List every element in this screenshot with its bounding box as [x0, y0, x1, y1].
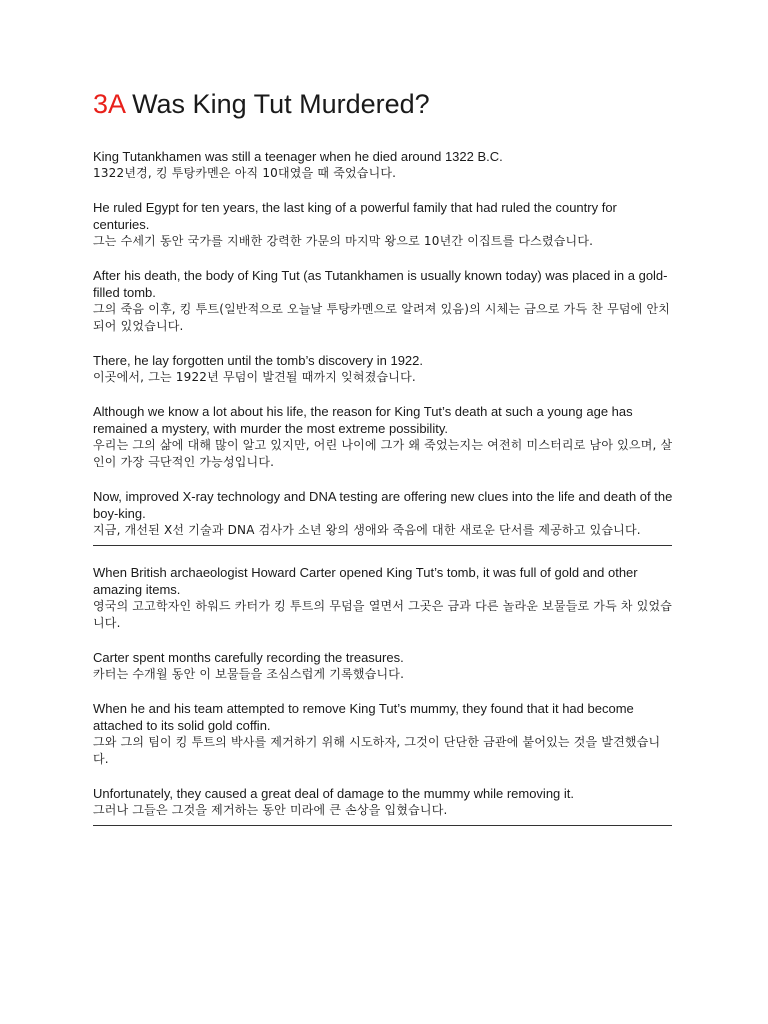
english-text: King Tutankhamen was still a teenager when he died around 1322 B.C.: [93, 149, 503, 164]
title-label: 3A: [93, 89, 125, 119]
paragraph: [93, 488, 676, 539]
korean-text: 이곳에서, 그는 1922년 무덤이 발견될 때까지 잊혀졌습니다.: [93, 370, 416, 384]
korean-text: 그러나 그들은 그것을 제거하는 동안 미라에 큰 손상을 입혔습니다.: [93, 803, 448, 817]
korean-text: 우리는 그의 삶에 대해 많이 알고 있지만, 어린 나이에 그가 왜 죽었는지는 여전히 미스터리로 남아 있으며, 살인이 가장 극단적인 가능성입니다.: [93, 438, 673, 469]
paragraph: [93, 267, 676, 335]
paragraph: [93, 649, 676, 683]
paragraph: [93, 148, 676, 182]
korean-text: 영국의 고고학자인 하워드 카터가 킹 투트의 무덤을 열면서 그곳은 금과 다른 놀라운 보물들로 가득 차 있었습니다.: [93, 599, 673, 630]
paragraph: [93, 564, 676, 632]
paragraph: [93, 352, 676, 386]
korean-text: 그의 죽음 이후, 킹 투트(일반적으로 오늘날 투탕카멘으로 알려져 있음)의 시체는 금으로 가득 찬 무덤에 안치되어 있었습니다.: [93, 302, 671, 333]
section-1: [93, 148, 676, 539]
korean-text: 카터는 수개월 동안 이 보물들을 조심스럽게 기록했습니다.: [93, 667, 405, 681]
section-divider: [93, 545, 672, 546]
korean-text: 그와 그의 팀이 킹 투트의 박사를 제거하기 위해 시도하자, 그것이 단단한 금관에 붙어있는 것을 발견했습니다.: [93, 735, 661, 766]
english-text: Although we know a lot about his life, the reason for King Tut’s death at such a young age has remained a mystery, with murder the most extreme possibility.: [93, 404, 633, 436]
english-text: Unfortunately, they caused a great deal of damage to the mummy while removing it.: [93, 786, 575, 801]
english-text: When British archaeologist Howard Carter opened King Tut’s tomb, it was full of gold and other amazing items.: [93, 565, 638, 597]
paragraph: [93, 700, 676, 768]
title-text: Was King Tut Murdered?: [132, 89, 430, 119]
section-divider: [93, 825, 672, 826]
section-2: [93, 564, 676, 819]
paragraph: [93, 403, 676, 471]
paragraph: [93, 199, 676, 250]
english-text: He ruled Egypt for ten years, the last king of a powerful family that had ruled the country for centuries.: [93, 200, 617, 232]
english-text: Carter spent months carefully recording the treasures.: [93, 650, 404, 665]
english-text: After his death, the body of King Tut (as Tutankhamen is usually known today) was placed in a gold-filled tomb.: [93, 268, 668, 300]
page-title: [93, 82, 676, 126]
english-text: There, he lay forgotten until the tomb’s discovery in 1922.: [93, 353, 424, 368]
english-text: Now, improved X-ray technology and DNA testing are offering new clues into the life and death of the boy-king.: [93, 489, 673, 521]
korean-text: 지금, 개선된 X선 기술과 DNA 검사가 소년 왕의 생애와 죽음에 대한 새로운 단서를 제공하고 있습니다.: [93, 523, 641, 537]
korean-text: 1322년경, 킹 투탕카멘은 아직 10대였을 때 죽었습니다.: [93, 166, 397, 180]
paragraph: [93, 785, 676, 819]
korean-text: 그는 수세기 동안 국가를 지배한 강력한 가문의 마지막 왕으로 10년간 이집트를 다스렸습니다.: [93, 234, 594, 248]
english-text: When he and his team attempted to remove King Tut’s mummy, they found that it had become attached to its solid gold coffin.: [93, 701, 634, 733]
